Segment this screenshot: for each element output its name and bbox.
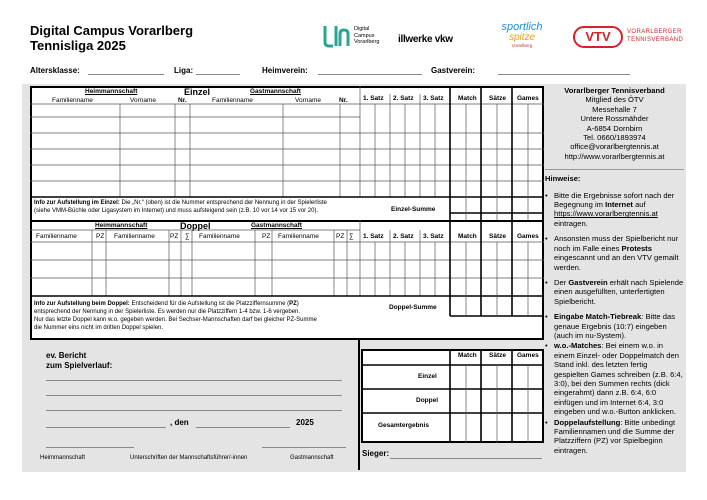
hinweis-item xyxy=(545,234,684,272)
signature-gast-label: Gastmannschaft xyxy=(290,455,334,461)
doppel-info-text-1b: ) xyxy=(296,301,299,307)
date-prefix: , den xyxy=(170,418,189,427)
hinweis-6b: : Bitte unbedingt Familiennamen und die Summe der Platzziffern (PZ) vor Spielbeginn eintragen. xyxy=(554,417,676,455)
signature-heim-label: Heimmannschaft xyxy=(40,455,86,461)
hinweis-5a: w.o.-Matches xyxy=(554,341,602,351)
hinweis-3a: Der xyxy=(554,277,569,287)
date-field[interactable] xyxy=(196,427,290,428)
doppel-saetze-header: Sätze xyxy=(489,233,506,240)
ort-field[interactable] xyxy=(46,427,166,428)
illwerke-logo: illwerke vkw xyxy=(398,34,453,45)
hinweis-1c: auf xyxy=(632,200,646,210)
einzel-gast-label: Gastmannschaft xyxy=(250,88,301,95)
doppel-col-sigma-heim: ∑ xyxy=(185,233,190,240)
einzel-games-header: Games xyxy=(517,95,539,102)
ergebnis-saetze-header: Sätze xyxy=(489,352,506,359)
doppel-col-pz-3: PZ xyxy=(262,233,271,240)
doppel-col-familienname-4: Familienname xyxy=(278,233,319,240)
doppel-info-text-1: Entscheidend für die Aufstellung ist die Platzziffernsumme ( xyxy=(129,301,290,307)
title-line-2: Tennisliga 2025 xyxy=(30,38,126,53)
hinweis-5b: : Bei einem w.o. in einem Einzel- oder Doppelmatch den Stand inkl. des letzten fertig gespielten Games schreiben (z.B. 6:4, 3:0), bei den Summen rechts (dick eingerahmt) dann z.B. 6:4, 6:0 einfügen und im Internet 6:4, 3:0 eingeben und w.o.-Button anklicken. xyxy=(554,341,683,417)
vtv-logo-text-2: TENNISVERBAND xyxy=(627,37,684,43)
hinweis-item xyxy=(545,341,684,416)
vtv-logo-text-1: VORARLBERGER xyxy=(627,29,682,35)
hinweis-link[interactable]: https://www.vorarlbergtennis.at xyxy=(554,209,658,219)
dcv-logo-text: Digital Campus Vorarlberg xyxy=(354,26,380,45)
sidebar-divider xyxy=(545,169,684,170)
einzel-info-text-2: (siehe VMM-Büchle oder Ligasystem im Internet) und muss aufsteigend sein (z.B. 10 vor 14 vor 15 vor 20). xyxy=(34,208,319,214)
vorarlberg-text: Vorarlberg xyxy=(511,43,533,48)
ergebnis-doppel-label: Doppel xyxy=(416,397,439,404)
doppel-games-header: Games xyxy=(517,233,539,240)
doppel-col-pz-2: PZ xyxy=(170,233,179,240)
liga-field[interactable] xyxy=(196,74,240,75)
hinweis-item xyxy=(545,312,684,340)
spitze-text: spitze xyxy=(508,32,536,43)
doppel-col-pz-1: PZ xyxy=(96,233,105,240)
doppel-summe-label: Doppel-Summe xyxy=(389,304,437,311)
heimverein-field[interactable] xyxy=(318,74,422,75)
hinweis-3c: erhält nach Spielende einen ausgefüllten, unterfertigten Spielbericht. xyxy=(554,277,684,306)
ergebnis-gesamt-label: Gesamtergebnis xyxy=(378,422,429,429)
doppel-info-text-4: die Nummer eins nicht im dritten Doppel spielen. xyxy=(34,325,164,331)
doppel-match-header: Match xyxy=(458,233,477,240)
dcv-logo-mark-icon xyxy=(322,24,352,50)
doppel-col-sigma-gast: ∑ xyxy=(349,233,354,240)
einzel-summe-label: Einzel-Summe xyxy=(391,206,436,213)
einzel-info-text-1: Die „Nr.“ (oben) ist die Nummer entsprechend der Nennung in der Spielerliste xyxy=(119,200,327,206)
doppel-heim-label: Heimmannschaft xyxy=(95,222,148,229)
gastverein-field[interactable] xyxy=(498,74,630,75)
vtv-addr-4: A-6854 Dornbirn xyxy=(586,123,643,133)
vtv-addr-3: Untere Rossmähder xyxy=(580,114,649,124)
title-line-1: Digital Campus Vorarlberg xyxy=(30,23,194,38)
bericht-title-1: ev. Bericht xyxy=(46,351,87,360)
doppel-info-title: Info zur Aufstellung beim Doppel: xyxy=(34,301,130,307)
signature-gast-field[interactable] xyxy=(262,447,346,448)
hinweise-list xyxy=(545,191,684,456)
vtv-email[interactable]: office@vorarlbergtennis.at xyxy=(570,142,659,152)
doppel-satz2-header: 2. Satz xyxy=(393,233,414,240)
hinweis-item xyxy=(545,418,684,456)
einzel-satz2-header: 2. Satz xyxy=(393,95,414,102)
doppel-col-familienname-3: Familienname xyxy=(199,233,240,240)
sportlich-text: sportlich xyxy=(501,21,543,33)
liga-label: Liga: xyxy=(174,66,194,75)
doppel-satz1-header: 1. Satz xyxy=(363,233,384,240)
ergebnis-einzel-label: Einzel xyxy=(418,373,437,380)
hinweis-3b: Gastverein xyxy=(568,277,608,287)
vtv-addr-5: Tel. 0660/1893974 xyxy=(583,133,646,143)
sieger-label: Sieger: xyxy=(362,449,390,458)
doppel-info xyxy=(34,300,364,332)
signature-heim-field[interactable] xyxy=(46,447,134,448)
einzel-col-nr-gast: Nr. xyxy=(339,97,348,104)
einzel-satz3-header: 3. Satz xyxy=(423,95,444,102)
bericht-title-2: zum Spielverlauf: xyxy=(46,361,113,370)
hinweis-2c: eingescannt und an den VTV gemailt werden. xyxy=(554,253,679,272)
hinweis-item xyxy=(545,191,684,229)
vtv-addr-2: Messehalle 7 xyxy=(592,104,637,114)
date-year: 2025 xyxy=(296,418,314,427)
doppel-satz3-header: 3. Satz xyxy=(423,233,444,240)
hinweis-2a: Ansonsten muss der Spielbericht nur noch im Falle eines xyxy=(554,234,679,253)
doppel-col-pz-4: PZ xyxy=(336,233,345,240)
gastverein-label: Gastverein: xyxy=(431,66,476,75)
doppel-col-familienname-2: Familienname xyxy=(114,233,155,240)
vtv-addr-1: Mitglied des ÖTV xyxy=(585,95,644,105)
vtv-org-name: Vorarlberger Tennisverband xyxy=(564,86,665,95)
hinweis-1b: Internet xyxy=(605,200,633,210)
ergebnis-match-header: Match xyxy=(458,352,477,359)
altersklasse-field[interactable] xyxy=(88,74,164,75)
altersklasse-label: Altersklasse: xyxy=(30,66,80,75)
einzel-saetze-header: Sätze xyxy=(489,95,506,102)
hinweis-1e: eintragen. xyxy=(554,218,588,228)
hinweis-2b: Protests xyxy=(621,243,652,253)
einzel-match-header: Match xyxy=(458,95,477,102)
hinweise-title: Hinweise: xyxy=(545,174,581,184)
einzel-info xyxy=(34,199,382,215)
einzel-info-title: Info zur Aufstellung im Einzel: xyxy=(34,200,120,206)
einzel-col-vorname-heim: Vorname xyxy=(130,97,157,104)
sidebar xyxy=(545,86,684,461)
bericht-line-2[interactable] xyxy=(46,395,342,396)
vtv-website[interactable]: http://www.vorarlbergtennis.at xyxy=(564,151,665,161)
digital-campus-logo xyxy=(322,24,384,50)
hinweis-1a: Bitte die Ergebnisse sofort nach der Begegnung im xyxy=(554,190,675,210)
einzel-heim-label: Heimmannschaft xyxy=(85,88,138,95)
bericht-line-3[interactable] xyxy=(46,410,342,411)
hinweis-4a: Eingabe Match-Tiebreak xyxy=(554,312,642,322)
ergebnis-games-header: Games xyxy=(517,352,539,359)
einzel-col-nr-heim: Nr. xyxy=(178,97,187,104)
doppel-col-familienname-1: Familienname xyxy=(36,233,77,240)
einzel-satz1-header: 1. Satz xyxy=(363,95,384,102)
doppel-info-text-2: entsprechend der Nennung in der Spielerliste. Es werden nur die Platzziffern 1-4 bzw. 1-6 vergeben. xyxy=(34,309,301,315)
bericht-line-1[interactable] xyxy=(46,380,342,381)
vtv-address xyxy=(545,86,684,161)
hinweis-4b: : Bitte das genaue Ergebnis (10:7) eingeben (auch im nu-System). xyxy=(554,312,675,340)
einzel-col-familienname-heim: Familienname xyxy=(52,97,93,104)
doppel-info-pz: PZ xyxy=(289,301,297,307)
einzel-col-familienname-gast: Familienname xyxy=(212,97,253,104)
hinweis-item xyxy=(545,278,684,306)
hinweis-6a: Doppelaufstellung xyxy=(554,417,621,427)
signature-mid-label: Unterschriften der Mannschaftsführer/-innen xyxy=(130,455,248,461)
doppel-title: Doppel xyxy=(180,221,211,231)
sieger-field[interactable] xyxy=(390,458,542,459)
doppel-gast-label: Gastmannschaft xyxy=(251,222,302,229)
doppel-info-text-3: Nur das letzte Doppel kann w.o. gegeben werden. Bei Sechser-Mannschaften darf bei gleicher PZ-Summe xyxy=(34,317,317,323)
sportlich-spitze-logo xyxy=(494,22,550,56)
vtv-logo-mark: VTV xyxy=(573,26,623,48)
einzel-col-vorname-gast: Vorname xyxy=(295,97,322,104)
heimverein-label: Heimverein: xyxy=(262,66,308,75)
vtv-logo xyxy=(573,26,688,50)
einzel-title: Einzel xyxy=(184,87,211,97)
